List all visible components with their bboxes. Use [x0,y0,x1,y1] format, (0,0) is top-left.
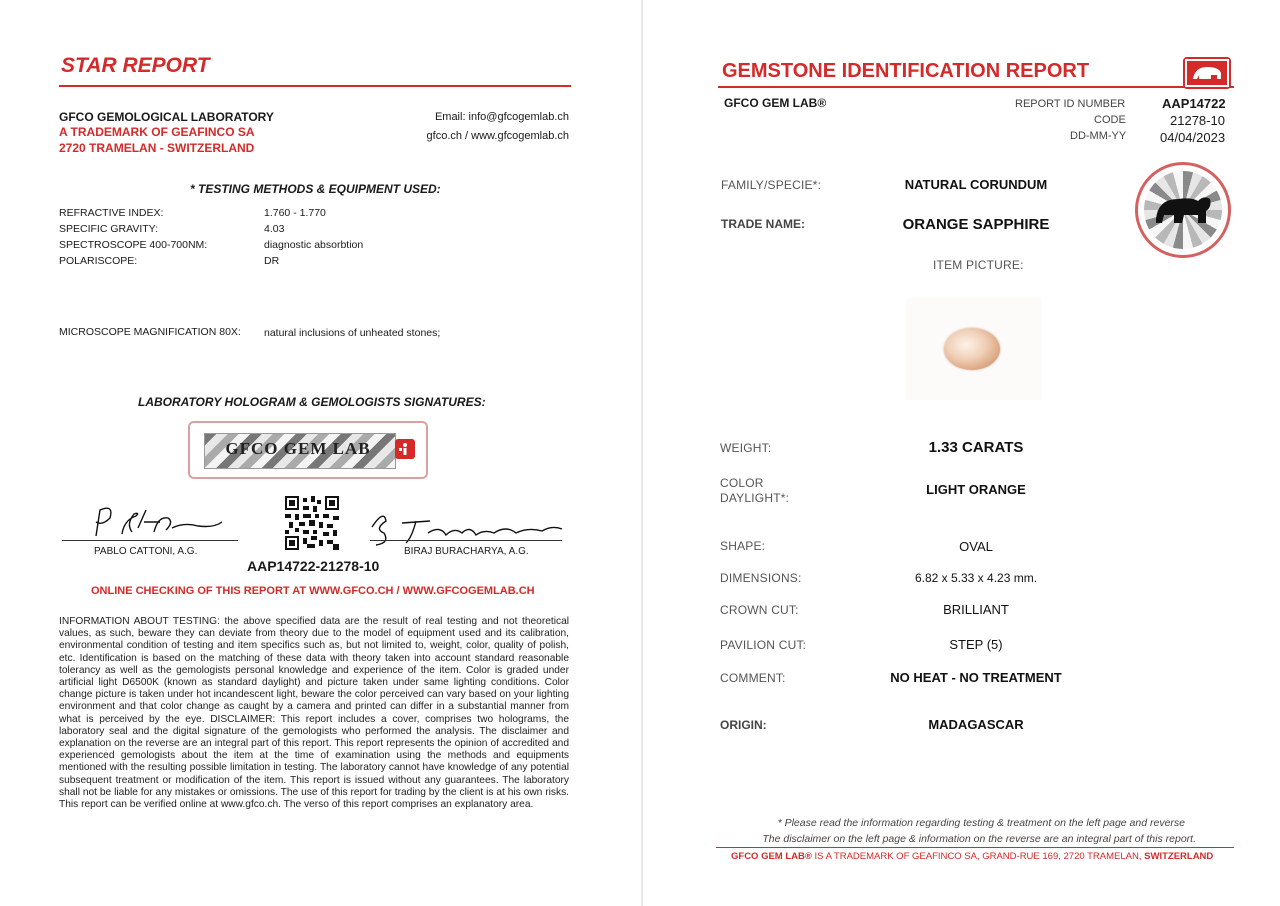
comment-value: NO HEAT - NO TREATMENT [890,670,1062,685]
signer-right: BIRAJ BURACHARYA, A.G. [404,546,529,557]
online-check-link[interactable]: ONLINE CHECKING OF THIS REPORT AT WWW.GFCO.CH / WWW.GFCOGEMLAB.CH [91,585,535,597]
color-label-1: COLOR [720,476,764,490]
pavilion-value: STEP (5) [949,637,1003,652]
report-code: AAP14722-21278-10 [247,558,380,574]
pavilion-label: PAVILION CUT: [720,638,807,652]
footer-country: SWITZERLAND [1144,851,1214,862]
gfco-logo-icon [1183,57,1231,89]
origin-value: MADAGASCAR [928,717,1024,732]
weight-value: 1.33 CARATS [928,439,1024,456]
footnote-1: * Please read the information regarding testing & treatment on the left page and reverse [777,817,1185,829]
test-label-polariscope: POLARISCOPE: [59,255,138,267]
hologram-seal [1135,162,1231,258]
code-label: CODE [1094,114,1126,126]
lab-websites[interactable]: gfco.ch / www.gfcogemlab.ch [426,130,569,142]
page-fold [641,0,643,906]
test-label-spectro: SPECTROSCOPE 400-700NM: [59,239,208,251]
item-picture-label: ITEM PICTURE: [933,258,1024,272]
dimensions-label: DIMENSIONS: [720,571,802,585]
origin-label: ORIGIN: [720,718,767,732]
qr-code[interactable] [285,496,339,550]
family-label: FAMILY/SPECIE*: [721,178,822,192]
report-title-rule [718,86,1234,88]
shape-value: OVAL [959,539,993,554]
signer-left: PABLO CATTONI, A.G. [94,546,198,557]
hologram-frame [188,421,428,479]
footer-line [731,851,1213,862]
test-label-sg: SPECIFIC GRAVITY: [59,223,158,235]
methods-heading: * TESTING METHODS & EQUIPMENT USED: [190,182,441,196]
color-label-2: DAYLIGHT*: [720,491,790,505]
report-title: GEMSTONE IDENTIFICATION REPORT [722,60,1090,82]
trade-label: TRADE NAME: [721,217,805,231]
test-value-spectro: diagnostic absorbtion [264,239,364,251]
test-value-sg: 4.03 [264,223,285,235]
date-label: DD-MM-YY [1070,130,1127,142]
microscope-label: MICROSCOPE MAGNIFICATION 80X: [59,326,241,338]
dimensions-value: 6.82 x 5.33 x 4.23 mm. [914,571,1038,585]
date-value: 04/04/2023 [1160,130,1226,145]
microscope-value: natural inclusions of unheated stones; [264,327,441,339]
item-picture [906,298,1042,400]
star-report-title: STAR REPORT [61,54,210,77]
gemstone-oval [944,328,1000,370]
footer-mid: IS A TRADEMARK OF GEAFINCO SA, GRAND-RUE 169, 2720 TRAMELAN, [811,851,1145,862]
crown-label: CROWN CUT: [720,603,799,617]
info-about-testing: INFORMATION ABOUT TESTING: the above specified data are the result of real testing and not theoretical values, as such, beware they can deviate from theory due to the model of equipment used and its calibration, environmental condition of testing and item specifics such as, but not limited to, weight, color, quality of polish, etc. Identification is based on the matching of these data with theory taken into account standard reasonable tolerancy as well as the gemologists personal knowledge and experience of the item. Color is graded under artificial light D6500K (known as standard daylight) and picture taken under same lighting conditions. Color change picture is taken under hot incandescent light, beware the color perceived can vary based on your lighting environment and that color change as caught by a camera and printed can differ in a substantial manner from what is perceived by the eye. DISCLAIMER: This report includes a cover, comprises two holograms, the laboratory seal and the digital signature of the gemologists who performed the analysis. The disclaimer and explanation on the reverse are an integral part of this report. This report represents the opinion of accredited and experienced gemologists about the item at the time of examination using the methods and equipments mentioned with the resulting possible limitation in testing. The laboratory cannot have knowledge of any potential subsequent treatment or modification of the item. This report is issued without any guarantees. The laboratory shall not be liable for any mistakes or omissions. The use of this report for trading by the client is at his own risks. This report can be verified online at www.gfco.ch. The verso of this report comprises an explanatory area. [59,616,569,811]
lab-name: GFCO GEMOLOGICAL LABORATORY [59,110,274,124]
gfco-gem-lab: GFCO GEM LAB® [724,96,827,110]
test-value-polariscope: DR [264,255,280,267]
crown-value: BRILLIANT [943,602,1009,617]
test-value-ri: 1.760 - 1.770 [264,207,326,219]
signature-line-left [62,540,238,541]
report-id-label: REPORT ID NUMBER [1015,98,1126,110]
lab-email[interactable]: Email: info@gfcogemlab.ch [434,111,569,123]
family-value: NATURAL CORUNDUM [904,177,1048,192]
lab-trademark: A TRADEMARK OF GEAFINCO SA [59,125,255,139]
hologram-text: GFCO GEM LAB [225,439,371,458]
hologram-heading: LABORATORY HOLOGRAM & GEMOLOGISTS SIGNATURES: [138,395,486,409]
signature-left [88,498,228,544]
bear-icon [1152,189,1214,229]
title-rule [59,85,571,87]
footnote-2: The disclaimer on the left page & information on the reverse are an integral part of this report. [762,833,1196,845]
test-label-ri: REFRACTIVE INDEX: [59,207,164,219]
hologram-logo-icon [395,439,415,459]
footer-rule [716,847,1234,848]
weight-label: WEIGHT: [720,441,772,455]
footer-brand: GFCO GEM LAB® [731,851,812,862]
lab-address: 2720 TRAMELAN - SWITZERLAND [59,141,255,155]
trade-value: ORANGE SAPPHIRE [902,216,1050,233]
signature-right [366,503,566,549]
shape-label: SHAPE: [720,539,766,553]
comment-label: COMMENT: [720,671,786,685]
color-value: LIGHT ORANGE [926,482,1026,497]
code-value: 21278-10 [1170,113,1225,128]
signature-line-right [370,540,562,541]
report-id-value: AAP14722 [1162,96,1226,111]
